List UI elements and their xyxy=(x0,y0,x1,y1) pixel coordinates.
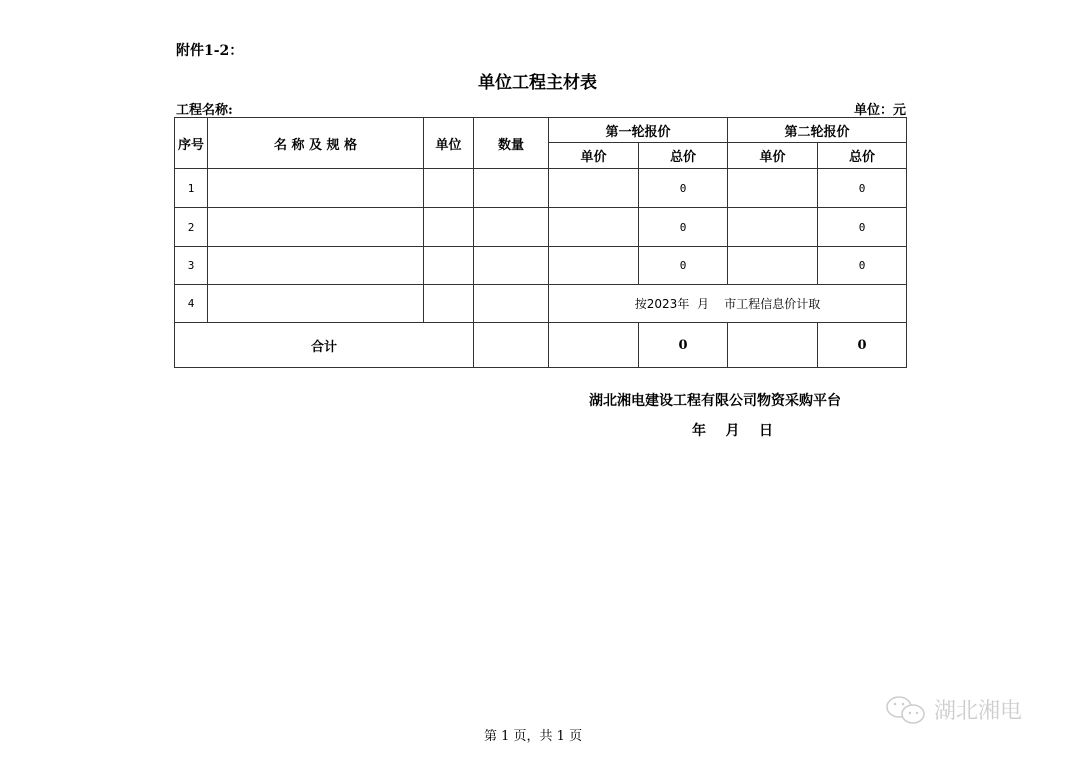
page-title: 单位工程主材表 xyxy=(478,73,597,93)
total-label: 合计 xyxy=(175,323,474,368)
row-r2-total: 0 xyxy=(818,208,907,247)
header-r2-total-price: 总价 xyxy=(818,143,907,169)
cell xyxy=(728,169,818,208)
page-footer: 第 1 页，共 1 页 xyxy=(484,729,583,744)
row-seq: 1 xyxy=(175,169,208,208)
project-name-label: 工程名称: xyxy=(176,103,233,118)
header-r2-unit-price: 单价 xyxy=(728,143,818,169)
cell xyxy=(728,323,818,368)
table-row xyxy=(175,208,907,247)
header-r1-unit-price: 单价 xyxy=(549,143,639,169)
table-row xyxy=(175,247,907,285)
cell xyxy=(208,285,424,323)
cell xyxy=(549,247,639,285)
cell xyxy=(728,208,818,247)
table-row xyxy=(175,285,907,323)
row-r2-total: 0 xyxy=(818,247,907,285)
unit-label: 单位：元 xyxy=(853,103,906,118)
header-round2: 第二轮报价 xyxy=(728,118,907,143)
row-seq: 4 xyxy=(175,285,208,323)
materials-table xyxy=(174,117,907,368)
header-quantity: 数量 xyxy=(474,118,549,169)
row-r1-total: 0 xyxy=(639,247,728,285)
total-row xyxy=(175,323,907,368)
cell xyxy=(474,247,549,285)
row-seq: 2 xyxy=(175,208,208,247)
cell xyxy=(474,169,549,208)
header-seq: 序号 xyxy=(175,118,208,169)
cell xyxy=(424,169,474,208)
watermark xyxy=(884,694,1022,725)
watermark-text: 湖北湘电 xyxy=(934,699,1023,724)
cell xyxy=(424,285,474,323)
cell xyxy=(549,323,639,368)
total-r2: 0 xyxy=(818,323,907,368)
total-r1: 0 xyxy=(639,323,728,368)
wechat-icon xyxy=(884,695,928,725)
cell xyxy=(474,208,549,247)
date-line: 年 月 日 xyxy=(692,423,773,439)
cell xyxy=(208,247,424,285)
header-name-spec: 名 称 及 规 格 xyxy=(208,118,424,169)
cell xyxy=(424,208,474,247)
cell xyxy=(208,208,424,247)
row-r2-total: 0 xyxy=(818,169,907,208)
cell xyxy=(728,247,818,285)
price-note: 按2023年 月 市工程信息价计取 xyxy=(549,285,907,323)
cell xyxy=(549,169,639,208)
row-r1-total: 0 xyxy=(639,208,728,247)
cell xyxy=(424,247,474,285)
cell xyxy=(474,285,549,323)
row-r1-total: 0 xyxy=(639,169,728,208)
header-unit: 单位 xyxy=(424,118,474,169)
cell xyxy=(208,169,424,208)
header-r1-total-price: 总价 xyxy=(639,143,728,169)
cell xyxy=(474,323,549,368)
cell xyxy=(549,208,639,247)
attachment-label: 附件1-2： xyxy=(176,43,244,59)
header-round1: 第一轮报价 xyxy=(549,118,728,143)
row-seq: 3 xyxy=(175,247,208,285)
company-name: 湖北湘电建设工程有限公司物资采购平台 xyxy=(589,393,841,409)
table-row xyxy=(175,169,907,208)
